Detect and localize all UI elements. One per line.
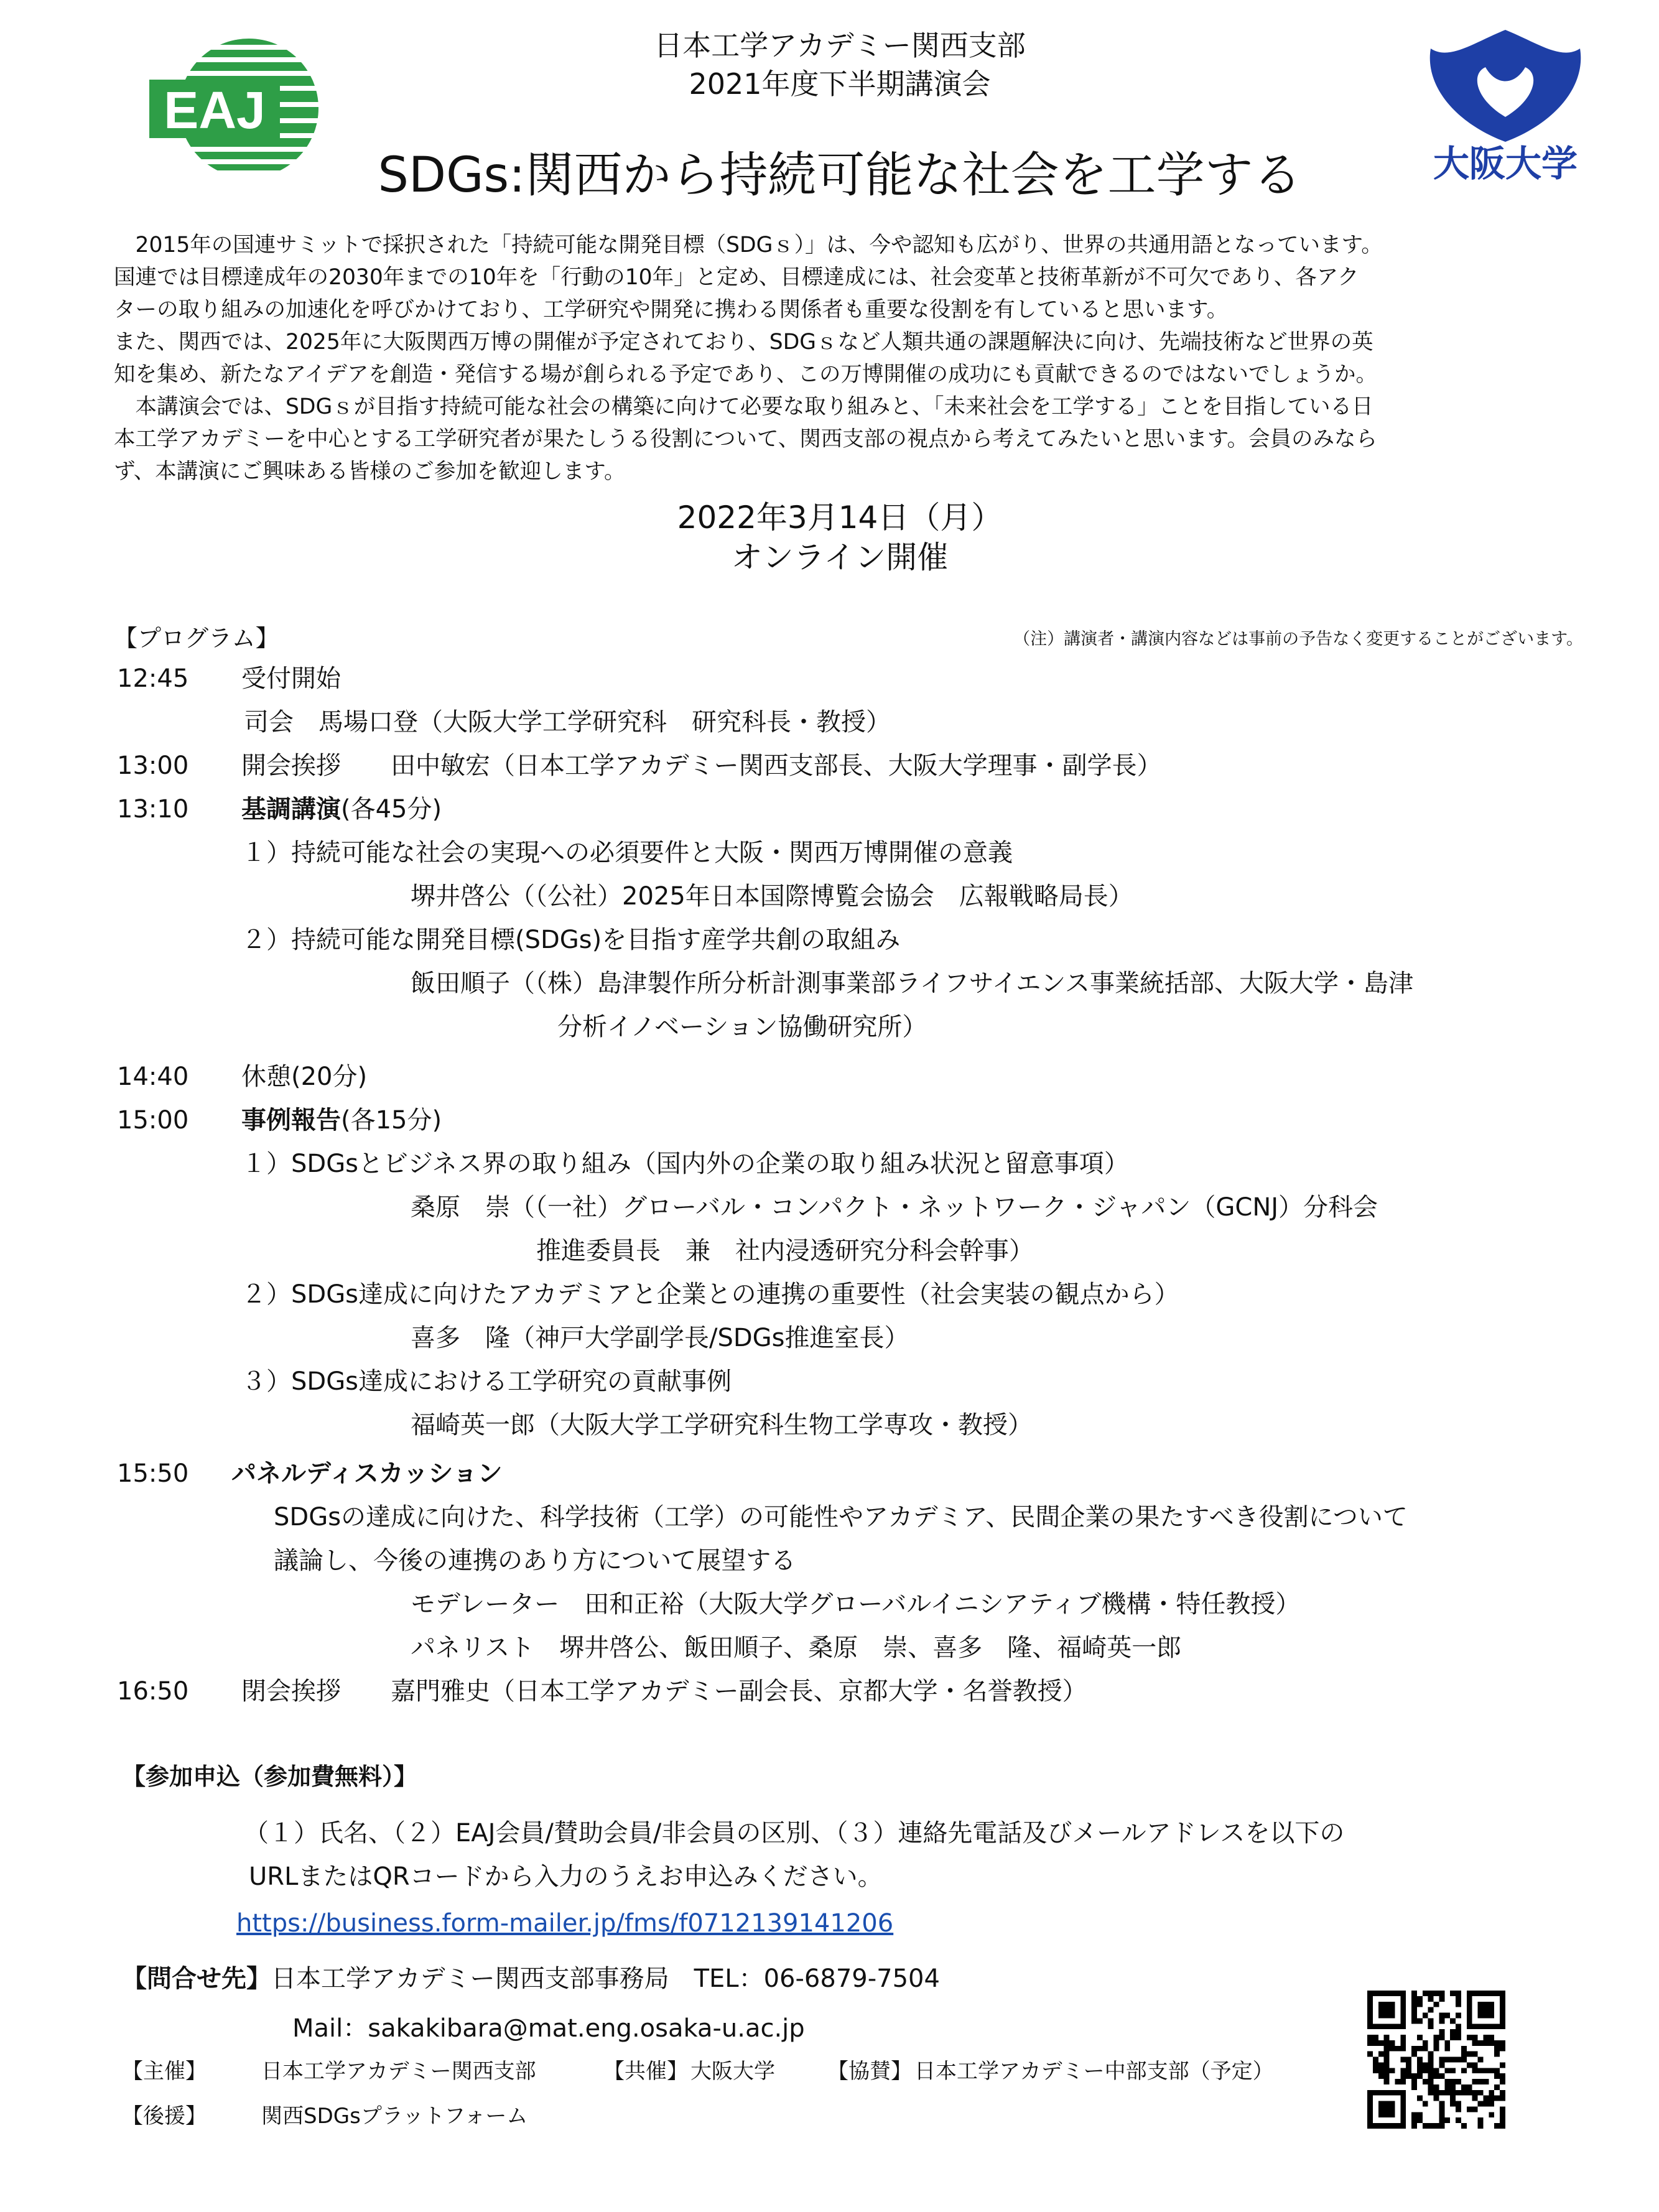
panel-moderator: モデレーター 田和正裕（大阪大学グローバルイニシアティブ機構・特任教授） (411, 1590, 1301, 1619)
case-3-speaker: 福崎英一郎（大阪大学工学研究科生物工学専攻・教授） (411, 1411, 1033, 1439)
support-value: 日本工学アカデミー中部支部（予定） (914, 2059, 1274, 2084)
closing-remarks: 閉会挨拶 嘉門雅史（日本工学アカデミー副会長、京都大学・名誉教授） (241, 1677, 1087, 1706)
qr-code[interactable] (1367, 1991, 1505, 2129)
case-label: 事例報告 (241, 1106, 341, 1135)
keynote-heading (241, 791, 442, 827)
time-1440: 14:40 (117, 1062, 189, 1091)
time-1300: 13:00 (117, 751, 189, 780)
backing-value: 関西SDGsプラットフォーム (261, 2104, 528, 2129)
case-1-title: １）SDGsとビジネス界の取り組み（国内外の企業の取り組み状況と留意事項） (241, 1150, 1129, 1178)
osaka-university-logo-text: 大阪大学 (1433, 142, 1578, 185)
mc: 司会 馬場口登（大阪大学工学研究科 研究科長・教授） (244, 708, 891, 737)
time-1500: 15:00 (117, 1106, 189, 1135)
time-1550: 15:50 (117, 1459, 189, 1488)
contact-mail: Mail：sakakibara@mat.eng.osaka-u.ac.jp (292, 2014, 805, 2043)
case-duration: (各15分) (341, 1106, 442, 1135)
case-2-speaker: 喜多 隆（神戸大学副学長/SDGs推進室長） (411, 1324, 909, 1352)
organizer-header (435, 26, 1244, 103)
break: 休憩(20分) (241, 1062, 368, 1091)
keynote-1-speaker: 堺井啓公（（公社）2025年日本国際博覧会協会 広報戦略局長） (411, 882, 1133, 911)
host-label: 【主催】 (122, 2059, 207, 2084)
panel-panelists: パネリスト 堺井啓公、飯田順子、桑原 崇、喜多 隆、福崎英一郎 (411, 1633, 1182, 1662)
contact-office: 日本工学アカデミー関西支部事務局 TEL：06-6879-7504 (271, 1964, 940, 1993)
intro-paragraph: 2015年の国連サミットで採択された「持続可能な開発目標（SDGｓ）」は、今や認知も広がり、世界の共通用語となっています。 国連では目標達成年の2030年までの10年を「行動の10年」と定め、目標達成には、社会変革と技術革新が不可欠であり、各アク ターの取り組みの加速化を呼びかけており、工学研究や開発に携わる関係者も重要な役割を有していると思います。 また、関西では、2025年に大阪関西万博の開催が予定されており、SDGｓなど人類共通の課題解決に向け、先端技術など世界の英 知を集め、新たなアイデアを創造・発信する場が創られる予定であり、この万博開催の成功にも貢献できるのではないでしょうか。 本講演会では、SDGｓが目指す持続可能な社会の構築に向けて必要な取り組みと、「未来社会を工学する」ことを目指している日 本工学アカデミーを中心とする工学研究者が果たしうる役割について、関西支部の視点から考えてみたいと思います。会員のみなら ず、本講演にご興味ある皆様のご参加を歓迎します。 (114, 233, 1383, 484)
opening-remarks: 開会挨拶 田中敏宏（日本工学アカデミー関西支部長、大阪大学理事・副学長） (241, 751, 1162, 780)
svg-text:EAJ: EAJ (164, 81, 266, 139)
reception: 受付開始 (241, 664, 341, 693)
registration-instructions: （１）氏名、（２）EAJ会員/賛助会員/非会員の区別、（３）連絡先電話及びメールアドレスを以下の (244, 1819, 1345, 1847)
panel-description: SDGsの達成に向けた、科学技術（工学）の可能性やアカデミア、民間企業の果たすべき役割について (274, 1503, 1408, 1531)
page-title: SDGs:関西から持続可能な社会を工学する (378, 147, 1302, 203)
registration-instructions-cont: URLまたはQRコードから入力のうえお申込みください。 (249, 1862, 883, 1891)
case-3-title: ３）SDGs達成における工学研究の貢献事例 (241, 1367, 732, 1396)
keynote-1-title: １）持続可能な社会の実現への必須要件と大阪・関西万博開催の意義 (241, 839, 1013, 867)
keynote-2-speaker: 飯田順子（（株）島津製作所分析計測事業部ライフサイエンス事業統括部、大阪大学・島津 (411, 969, 1413, 998)
keynote-duration: (各45分) (341, 795, 442, 824)
keynote-2-speaker-cont: 分析イノベーション協働研究所） (557, 1013, 927, 1041)
organizer-name: 日本工学アカデミー関西支部 (654, 29, 1026, 62)
registration-heading: 【参加申込（参加費無料）】 (122, 1763, 418, 1790)
registration-url-link[interactable]: https://business.form-mailer.jp/fms/f0712139141206 (236, 1909, 894, 1938)
backing-label: 【後援】 (122, 2104, 207, 2129)
case-1-speaker: 桑原 崇（（一社）グローバル・コンパクト・ネットワーク・ジャパン（GCNJ）分科会 (411, 1193, 1378, 1222)
panel-label: パネルディスカッション (231, 1459, 503, 1488)
case-heading (241, 1102, 442, 1138)
case-2-title: ２）SDGs達成に向けたアカデミアと企業との連携の重要性（社会実装の観点から） (241, 1280, 1179, 1309)
event-series: 2021年度下半期講演会 (689, 67, 991, 101)
panel-description-cont: 議論し、今後の連携のあり方について展望する (274, 1546, 796, 1575)
program-heading: 【プログラム】 (114, 625, 279, 652)
keynote-2-title: ２）持続可能な開発目標(SDGs)を目指す産学共創の取組み (241, 926, 901, 954)
case-1-speaker-cont: 推進委員長 兼 社内浸透研究分科会幹事） (536, 1237, 1034, 1265)
host-value: 日本工学アカデミー関西支部 (261, 2059, 536, 2084)
event-info (435, 498, 1244, 577)
contact-heading: 【問合せ先】 (122, 1964, 271, 1993)
program-note: （注）講演者・講演内容などは事前の予告なく変更することがございます。 (1013, 630, 1583, 649)
cohost-label: 【共催】 (603, 2059, 688, 2084)
keynote-label: 基調講演 (241, 795, 341, 824)
support-label: 【協賛】 (827, 2059, 912, 2084)
contact-line (122, 1961, 940, 1997)
time-1310: 13:10 (117, 795, 189, 824)
time-1245: 12:45 (117, 664, 189, 693)
event-format: オンライン開催 (731, 539, 949, 575)
cohost-value: 大阪大学 (690, 2059, 775, 2084)
event-date: 2022年3月14日（月） (677, 500, 1003, 536)
time-1650: 16:50 (117, 1677, 189, 1706)
